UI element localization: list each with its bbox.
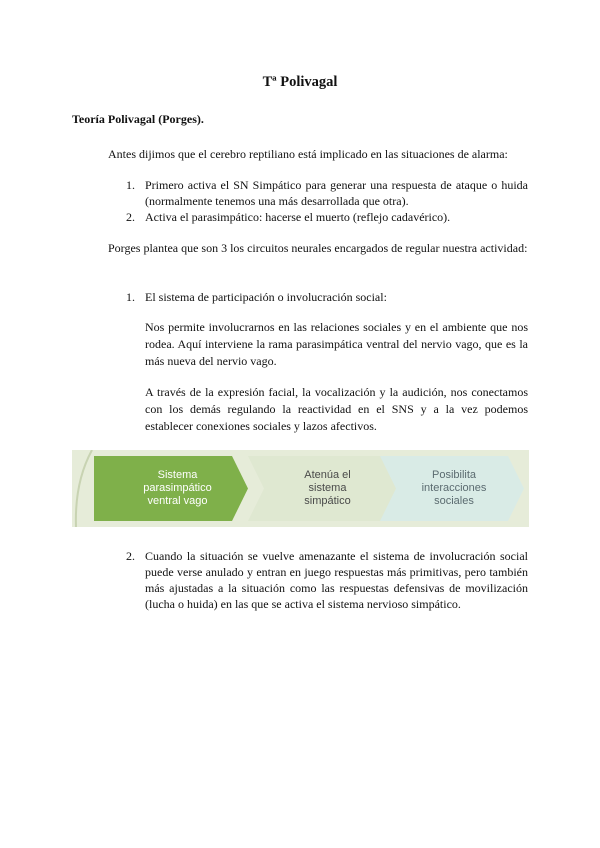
list-number: 2. [126,549,135,563]
porges-paragraph: Porges plantea que son 3 los circuitos neurales encargados de regular nuestra actividad: [108,241,528,255]
list-item-text: Activa el parasimpático: hacerse el muerto (reflejo cadavérico). [145,210,451,224]
list-item [120,209,528,225]
step-2-label: Atenúa el sistema simpático [304,469,351,507]
step-1-label: Sistema parasimpático ventral vago [143,469,212,507]
list-item-text: Cuando la situación se vuelve amenazante el sistema de involucración social puede verse anulado y entran en juego respuestas más primitivas, pero también más ajustadas a la situación como las respuestas defensivas de movilización (lucha o huida) en las que se activa el sistema nervioso simpático. [145,549,528,611]
list-item-text: Primero activa el SN Simpático para generar una respuesta de ataque o huida (normalmente tenemos una más desarrollada que otra). [145,178,528,208]
list-number: 2. [126,210,135,224]
alarm-responses-list [120,177,528,225]
social-system-paragraph: Nos permite involucrarnos en las relaciones sociales y en el ambiente que nos rodea. Aquí interviene la rama parasimpática ventral del nervio vago, que es la más nueva del nervio vago. [145,320,528,368]
step-3-label: Posibilita interacciones sociales [421,469,487,507]
section-subtitle: Teoría Polivagal (Porges). [72,112,204,126]
list-item [120,177,528,209]
list-item [120,289,528,305]
expression-paragraph: A través de la expresión facial, la vocalización y la audición, nos conectamos con los demás regulando la reactividad en el SNS y a la vez podemos establecer conexiones sociales y lazos afectivos. [145,385,528,433]
list-item [120,548,528,612]
threat-response-list [120,548,528,612]
circuits-list [120,289,528,305]
process-diagram [72,450,529,527]
list-item-text: El sistema de participación o involucración social: [145,290,387,304]
list-number: 1. [126,290,135,304]
page-title: Tª Polivagal [262,74,338,90]
intro-paragraph: Antes dijimos que el cerebro reptiliano está implicado en las situaciones de alarma: [108,147,508,161]
list-number: 1. [126,178,135,192]
